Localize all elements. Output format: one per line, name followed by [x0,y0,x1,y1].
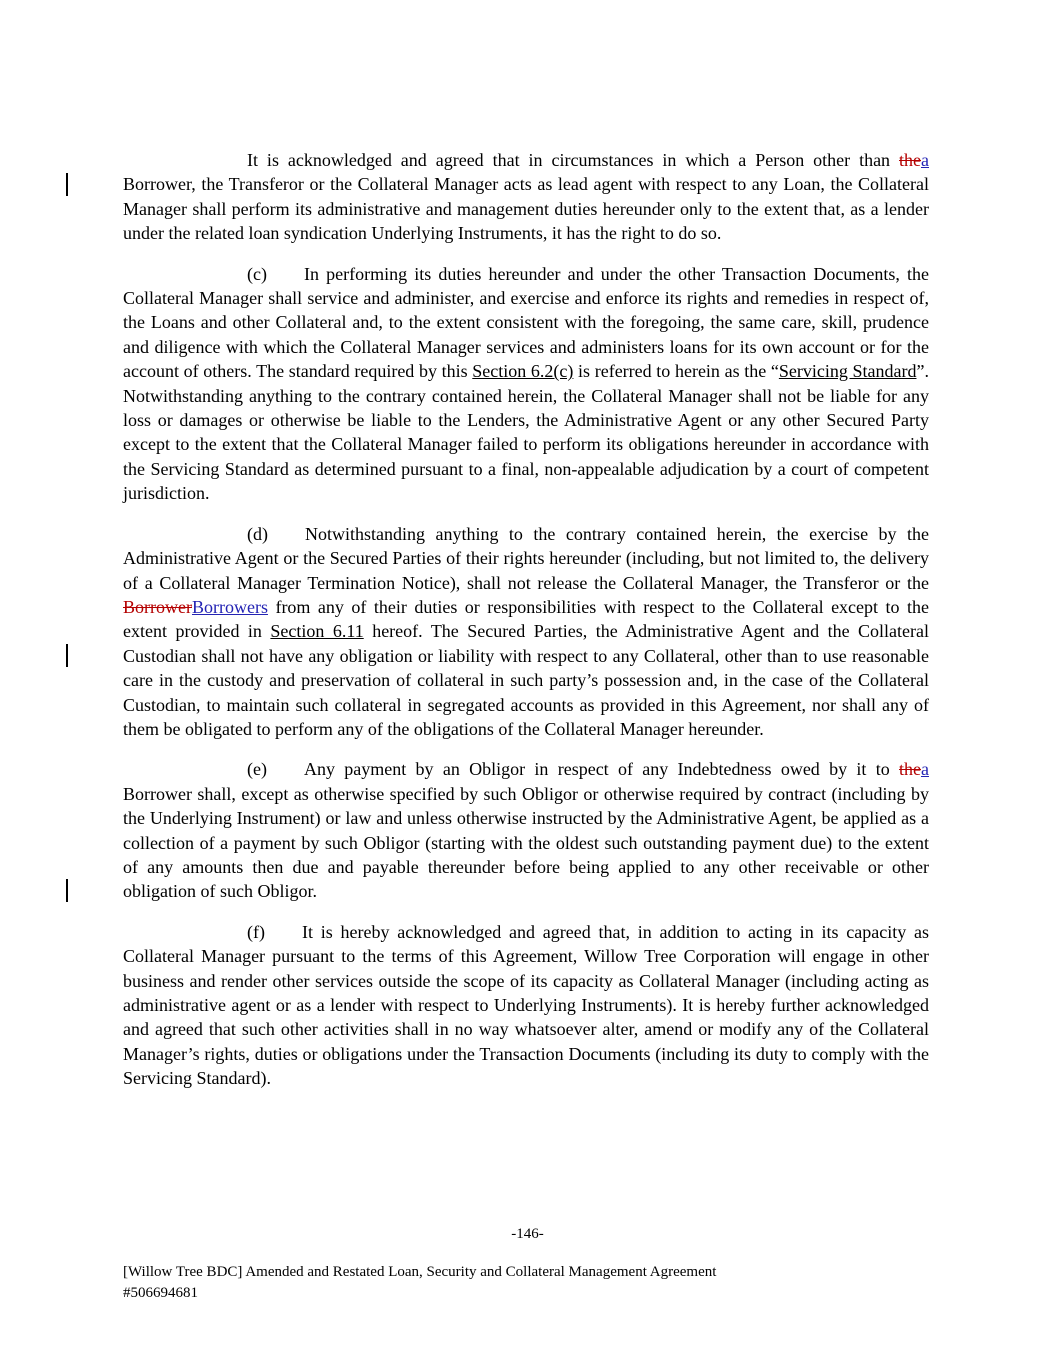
footer [123,1262,929,1304]
text-run: It is acknowledged and agreed that in circumstances in which a Person other than [247,150,899,170]
footer-line-1: [Willow Tree BDC] Amended and Restated Loan, Security and Collateral Management Agreement [123,1264,717,1280]
paragraph [123,148,929,246]
underlined-text: Servicing Standard [778,361,917,382]
change-bar [66,644,68,667]
paragraph [123,262,929,506]
text-run: Notwithstanding anything to the contrary contained herein, the exercise by the Administrative Agent or the Secured Parties of their rights hereunder (including, but not limited to, the delivery of a Collateral Manager Termination Notice), shall not release the Collateral Manager, the Transferor or the [123,523,929,593]
text-run: (d) [247,523,268,544]
text-run: ”. Notwithstanding anything to the contrary contained herein, the Collateral Manager shall not be liable for any loss or damages or otherwise be liable to the Lenders, the Administrative Agent or any other Secured Party except to the extent that the Collateral Manager failed to perform its obligations hereunder in accordance with the Servicing Standard as determined pursuant to a final, non-appealable adjudication by a court of competent jurisdiction. [123,361,929,504]
deleted-text: the [899,150,921,170]
text-run: (f) [247,921,265,942]
text-run: Borrower, the Transferor or the Collateral Manager acts as lead agent with respect to any Loan, the Collateral Manager shall perform its administrative and management duties hereunder only to the extent that, as a lender under the related loan syndication Underlying Instruments, it has the right to do so. [123,174,929,244]
deleted-text: the [899,759,921,780]
text-run: (c) [247,263,267,284]
text-run: It is hereby acknowledged and agreed that, in addition to acting in its capacity as Collateral Manager pursuant to the terms of this Agreement, Willow Tree Corporation will engage in other business and render other services outside the scope of its capacity as Collateral Manager (including acting as administrative agent or as a lender with respect to Underlying Instruments). It is hereby further acknowledged and agreed that such other activities shall in no way whatsoever alter, amend or modify any of the Collateral Manager’s rights, duties or obligations under the Transaction Documents (including its duty to comply with the Servicing Standard). [123,921,929,1089]
inserted-text: a [921,759,929,780]
page-number: -146- [511,1226,544,1242]
text-run: hereof. The Secured Parties, the Administrative Agent and the Collateral Custodian shall not have any obligation or liability with respect to any Collateral, other than to use reasonable care in the custody and preservation of collateral in such party’s possession and, in the case of the Collateral Custodian, to maintain such collateral in segregated accounts as provided in this Agreement, nor shall any of them be obligated to perform any of the obligations of the Collateral Manager hereunder. [123,621,930,739]
text-run: is referred to herein as the “ [573,361,779,382]
text-run: In performing its duties hereunder and under the other Transaction Documents, the Collateral Manager shall service and administer, and exercise and enforce its rights and remedies in respect of, the Loans and other Collateral and, to the extent consistent with the foregoing, the same care, skill, prudence and diligence with which the Collateral Manager services and administers loans for its own account or for the account of others. The standard required by this [123,263,929,382]
paragraph [123,920,929,1091]
paragraphs-container [123,148,929,1107]
change-bar [66,879,68,902]
text-run: from any of their duties or responsibilities with respect to the Collateral except to the extent provided in [123,596,929,642]
inserted-text: a [921,150,929,170]
paragraph [123,757,929,903]
paragraph [123,522,929,742]
underlined-text: Section 6.11 [270,621,364,642]
footer-line-2: #506694681 [123,1285,198,1301]
inserted-text: Borrowers [191,596,268,617]
change-bar [66,173,68,196]
text-run: (e) [247,759,267,780]
text-run: Borrower shall, except as otherwise specified by such Obligor or otherwise required by contract (including by the Underlying Instrument) or law and unless otherwise instructed by the Administrative Agent, be applied as a collection of a payment by such Obligor (starting with the oldest such outstanding payment due) to the extent of any amounts then due and payable thereunder before being applied to any other receivable or other obligation of such Obligor. [123,783,929,902]
text-run: Any payment by an Obligor in respect of any Indebtedness owed by it to [303,759,899,780]
deleted-text: Borrower [123,596,192,617]
underlined-text: Section 6.2(c) [472,361,574,382]
